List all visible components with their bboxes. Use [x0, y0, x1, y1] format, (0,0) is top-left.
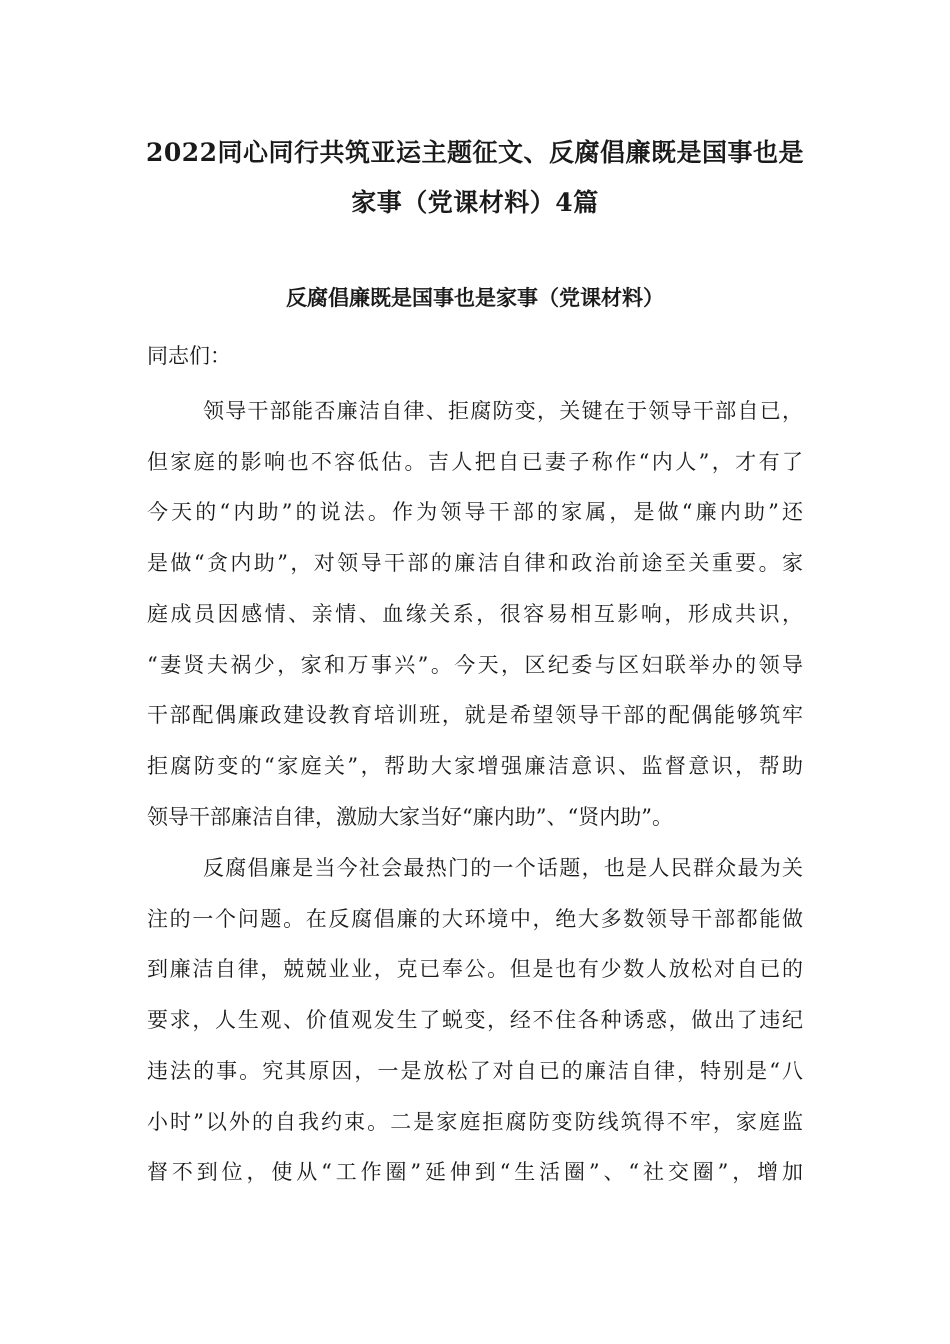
text-line: 注的一个问题。在反腐倡廉的大环境中，绝大多数领导干部都能做 [147, 906, 803, 931]
text-line: 干部配偶廉政建设教育培训班，就是希望领导干部的配偶能够筑牢 [147, 703, 803, 728]
text-line: 督不到位，使从“工作圈”延伸到“生活圈”、“社交圈”，增加 [147, 1160, 803, 1185]
text-line: 是做“贪内助”，对领导干部的廉洁自律和政治前途至关重要。家 [147, 551, 803, 576]
text-line: 领导干部能否廉洁自律、拒腐防变，关键在于领导干部自已， [203, 399, 803, 423]
paragraph-1 [147, 386, 803, 842]
text-line: 到廉洁自律，兢兢业业，克已奉公。但是也有少数人放松对自已的 [147, 957, 803, 982]
text-line: 今天的“内助”的说法。作为领导干部的家属，是做“廉内助”还 [147, 500, 803, 525]
document-title-line-1: 2022同心同行共筑亚运主题征文、反腐倡廉既是国事也是 [145, 138, 805, 167]
text-line: 但家庭的影响也不容低估。吉人把自已妻子称作“内人”，才有了 [147, 449, 803, 474]
text-line: 要求，人生观、价值观发生了蜕变，经不住各种诱惑，做出了违纪 [147, 1008, 803, 1033]
salutation: 同志们： [147, 344, 231, 368]
text-line: “妻贤夫祸少，家和万事兴”。今天，区纪委与区妇联举办的领导 [147, 652, 803, 677]
paragraph-2 [147, 843, 803, 1198]
document-title-line-2: 家事（党课材料）4篇 [351, 188, 599, 217]
text-line: 反腐倡廉是当今社会最热门的一个话题，也是人民群众最为关 [203, 856, 803, 880]
text-line: 拒腐防变的“家庭关”，帮助大家增强廉洁意识、监督意识，帮助 [147, 753, 803, 778]
text-line: 领导干部廉洁自律，激励大家当好“廉内助”、“贤内助”。 [147, 804, 673, 829]
text-line: 违法的事。究其原因，一是放松了对自已的廉洁自律，特别是“八 [147, 1058, 803, 1083]
text-line: 庭成员因感情、亲情、血缘关系，很容易相互影响，形成共识， [147, 601, 803, 626]
section-title: 反腐倡廉既是国事也是家事（党课材料） [286, 285, 664, 310]
text-line: 小时”以外的自我约束。二是家庭拒腐防变防线筑得不牢，家庭监 [147, 1109, 803, 1134]
